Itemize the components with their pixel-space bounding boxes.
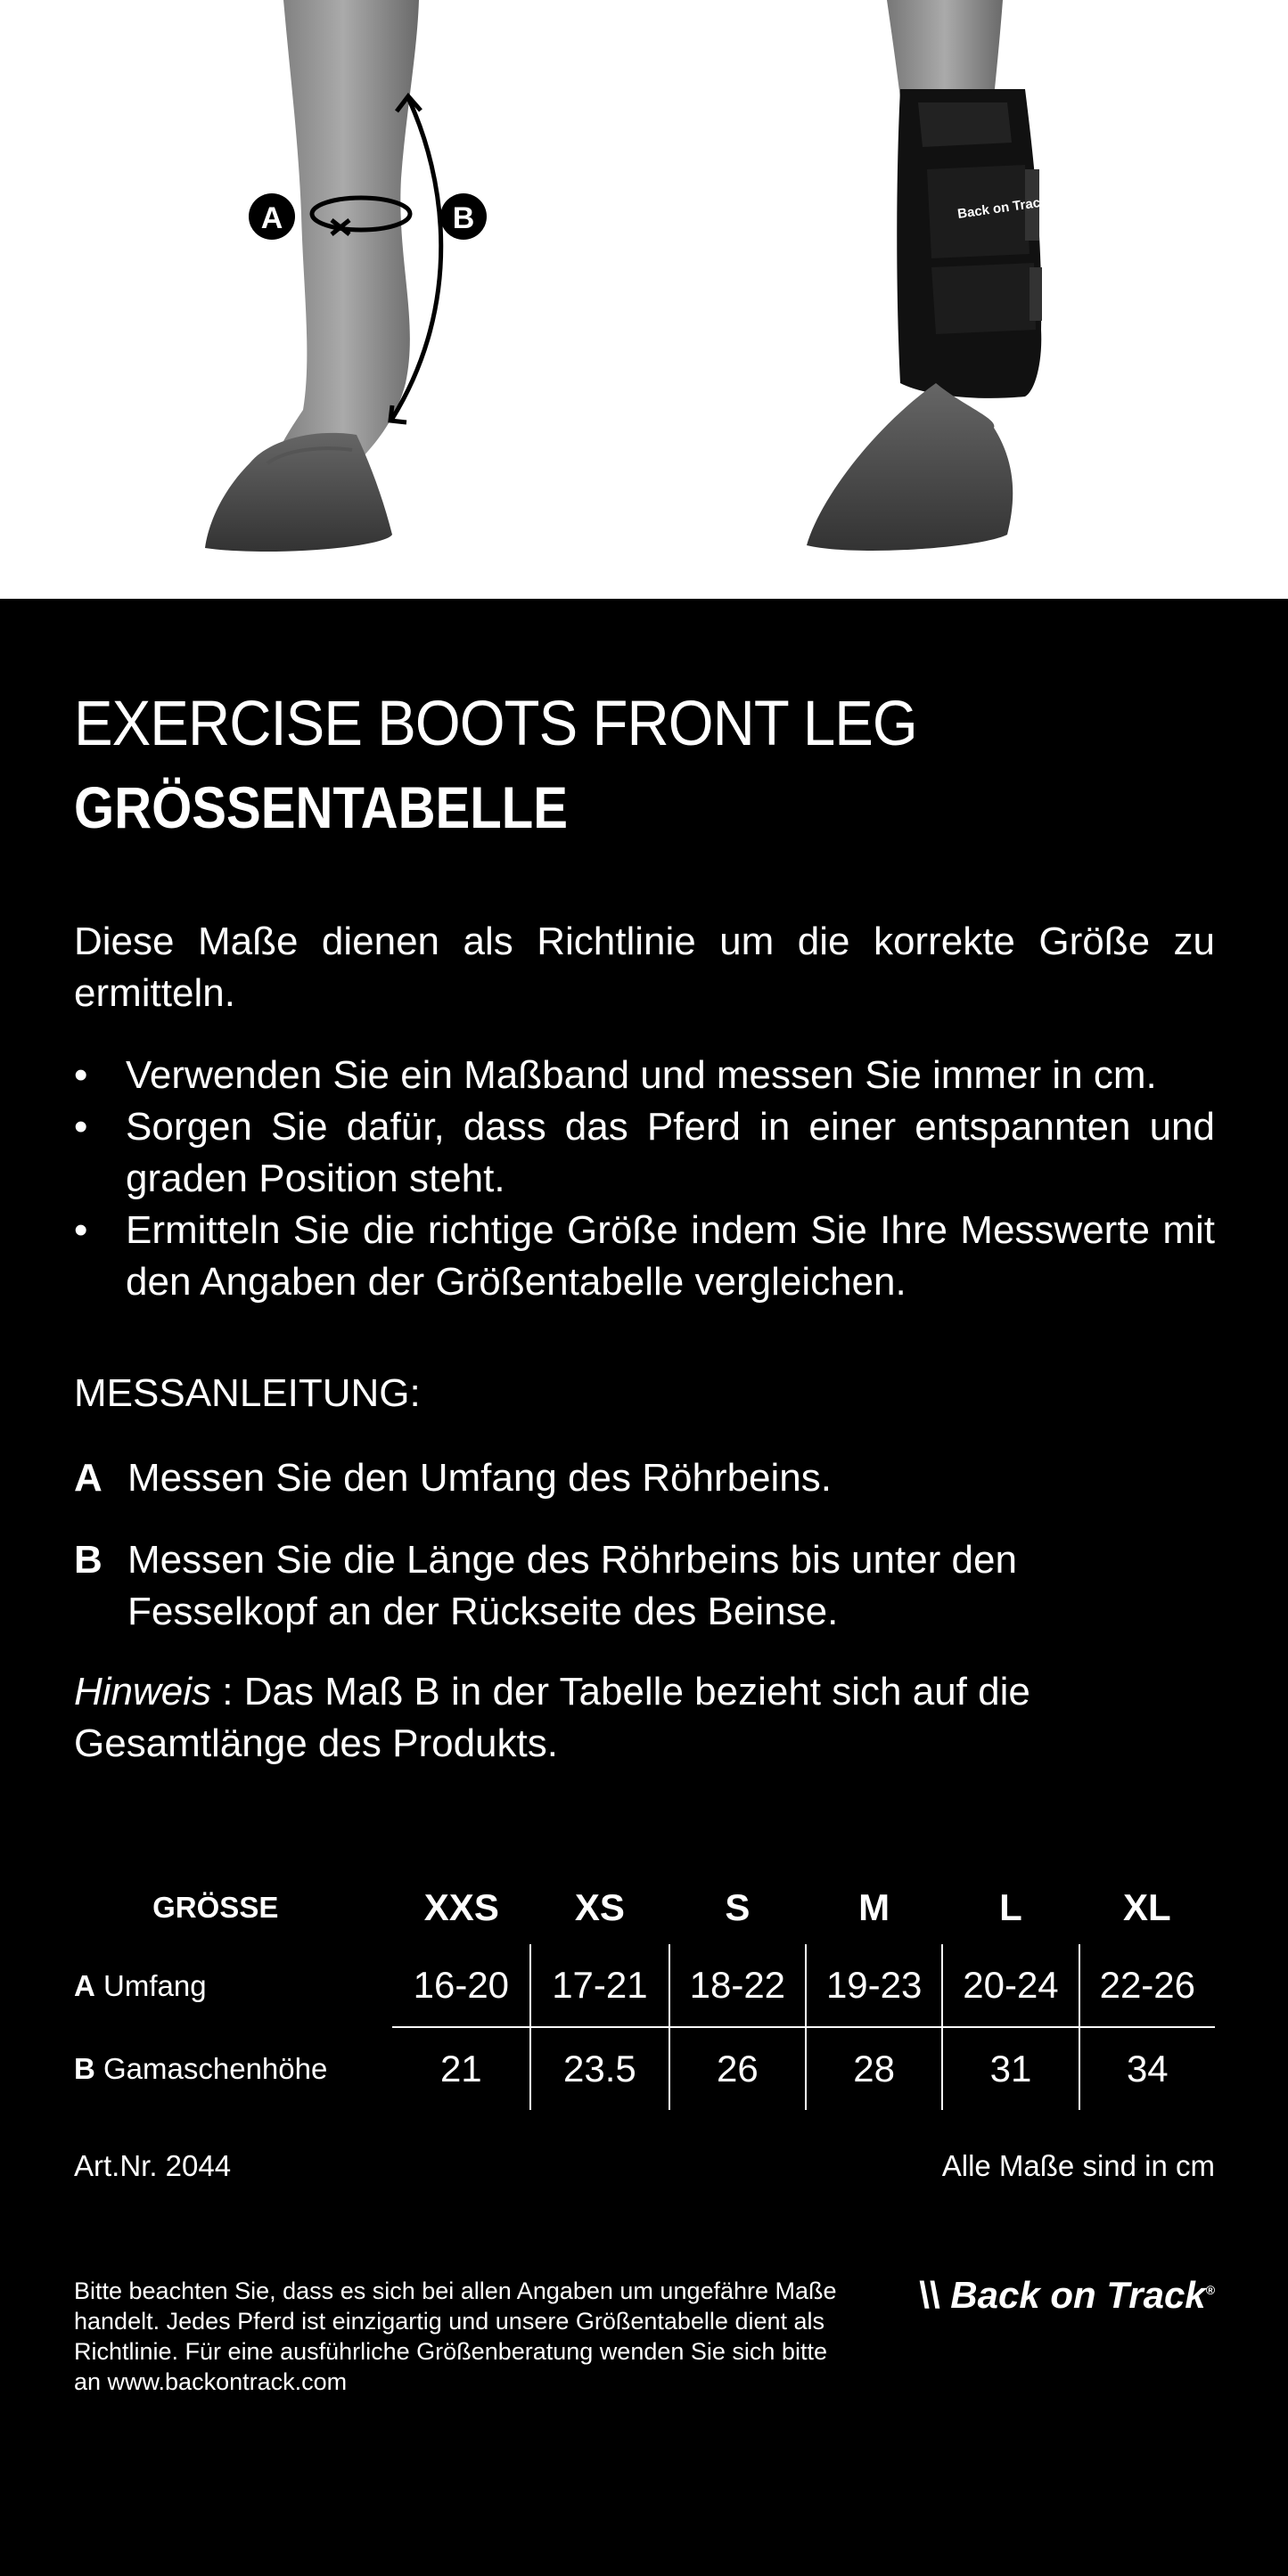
size-header: S (725, 1886, 751, 1928)
size-chart-title: GRÖSSENTABELLE (74, 774, 568, 840)
size-table (74, 1871, 1215, 2110)
table-footer (74, 2149, 1215, 2183)
step-b (74, 1534, 1215, 1638)
table-cell: 28 (806, 2027, 942, 2110)
size-header-label: GRÖSSE (152, 1891, 279, 1924)
logo-mark-icon: \\ (919, 2274, 940, 2316)
article-number: Art.Nr. 2044 (74, 2149, 232, 2182)
intro-text: Diese Maße dienen als Richtlinie um die korrekte Größe zu ermitteln. (74, 920, 1215, 1015)
step-letter: A (74, 1456, 103, 1500)
table-cell: 16-20 (392, 1944, 530, 2027)
size-header: M (858, 1886, 890, 1928)
step-letter: B (74, 1538, 103, 1582)
table-cell: 23.5 (530, 2027, 669, 2110)
note-text: : Das Maß B in der Tabelle bezieht sich auf die Gesamtlänge des Produkts. (74, 1670, 1030, 1765)
step-a (74, 1452, 1215, 1504)
table-row (74, 1944, 1215, 2027)
leg-illustrations (0, 0, 1288, 599)
boot-logo: Back on Track (956, 193, 1049, 222)
disclaimer: Bitte beachten Sie, dass es sich bei allen Angaben um ungefähre Maße handelt. Jedes Pferd ist einzigartig und unsere Größentabelle dient als Richtlinie. Für eine ausführliche Größenberatung wenden Sie sich bitte an www.backontrack.com (74, 2278, 837, 2395)
brand-logo: \\ Back on Track® (919, 2274, 1215, 2316)
table-row (74, 2027, 1215, 2110)
step-text: Messen Sie die Länge des Röhrbeins bis unter den Fesselkopf an der Rückseite des Beinse. (127, 1538, 1017, 1633)
table-cell: 31 (942, 2027, 1079, 2110)
illustration-panel (0, 0, 1288, 599)
table-cell: 19-23 (806, 1944, 942, 2027)
table-header-row (74, 1871, 1215, 1944)
table-cell: 17-21 (530, 1944, 669, 2027)
table-cell: 26 (669, 2027, 806, 2110)
row-label: B Gamaschenhöhe (74, 2051, 328, 2085)
table-cell: 22-26 (1079, 1944, 1215, 2027)
note-label: Hinweis (74, 1670, 212, 1713)
measuring-heading: MESSANLEITUNG: (74, 1371, 421, 1415)
note (74, 1666, 1179, 1770)
table-cell: 21 (439, 2048, 482, 2089)
label-b-text: B (452, 201, 475, 235)
units-note: Alle Maße sind in cm (941, 2149, 1215, 2182)
list-item: • Sorgen Sie dafür, dass das Pferd in einer entspannten und graden Position steht. (74, 1105, 1215, 1200)
table-cell: 34 (1079, 2027, 1215, 2110)
label-a-text: A (260, 201, 283, 235)
size-header: XS (574, 1886, 625, 1928)
row-label: A Umfang (74, 1968, 207, 2002)
size-header: XXS (423, 1886, 499, 1928)
list-item: • Ermitteln Sie die richtige Größe indem Sie Ihre Messwerte mit den Angaben der Größentabelle vergleichen. (74, 1208, 1215, 1304)
table-cell: 20-24 (942, 1944, 1079, 2027)
size-header: L (999, 1886, 1022, 1928)
instructions-list (74, 1050, 1215, 1308)
table-cell: 18-22 (669, 1944, 806, 2027)
product-title: EXERCISE BOOTS FRONT LEG (74, 689, 917, 759)
step-text: Messen Sie den Umfang des Röhrbeins. (127, 1456, 832, 1500)
list-item: • Verwenden Sie ein Maßband und messen Sie immer in cm. (74, 1053, 1157, 1097)
right-leg-with-boot (807, 0, 1049, 551)
left-leg-diagram (205, 0, 487, 552)
size-header: XL (1122, 1886, 1171, 1928)
